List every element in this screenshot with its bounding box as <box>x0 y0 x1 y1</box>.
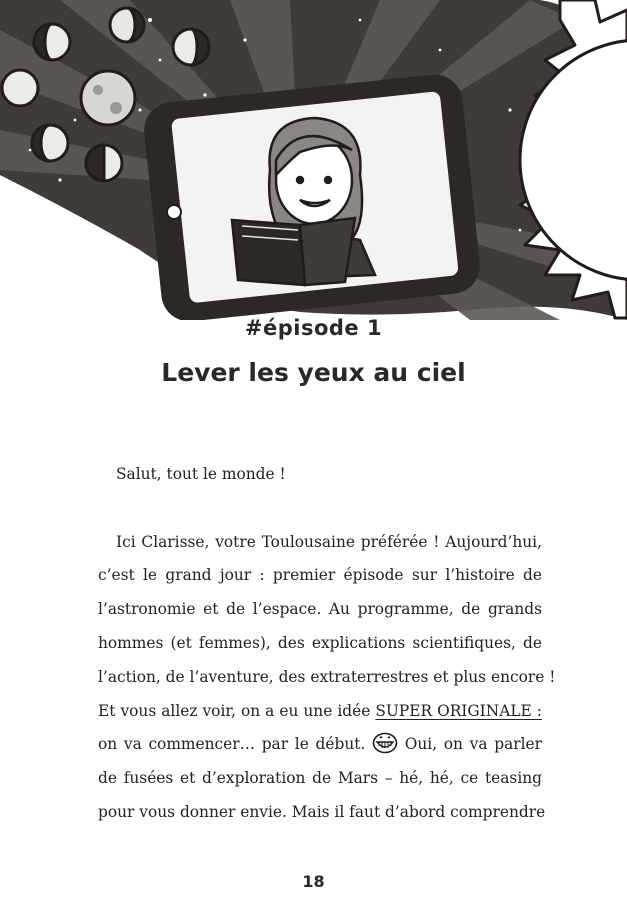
text-segment: Oui, on va parler <box>404 735 542 754</box>
text-line: pour vous donner envie. Mais il faut d’abord comprendre <box>98 802 546 821</box>
text-line: l’action, de l’aventure, des extraterrestres et plus encore ! <box>98 667 556 686</box>
text-line: Ici Clarisse, votre Toulousaine préférée ! Aujourd’hui, <box>116 532 542 551</box>
header-illustration <box>0 0 627 320</box>
text-line: c’est le grand jour : premier épisode sur l’histoire de <box>98 566 542 585</box>
tablet-illustration <box>141 72 482 320</box>
chapter-title: Lever les yeux au ciel <box>161 358 466 387</box>
episode-label: #épisode 1 <box>244 316 383 340</box>
text-line: l’astronomie et de l’espace. Au programme, de grands <box>98 600 542 619</box>
text-line <box>98 695 542 729</box>
super-originale-highlight: SUPER ORIGINALE : <box>375 701 542 720</box>
text-segment: on va commencer… par le début. <box>98 735 366 754</box>
text-line: hommes (et femmes), des explications scientifiques, de <box>98 633 542 652</box>
body-text <box>98 458 556 830</box>
grinning-face-icon <box>372 732 398 754</box>
text-line <box>98 728 542 762</box>
main-paragraph <box>98 526 556 830</box>
page-number: 18 <box>302 872 325 891</box>
text-segment: Et vous allez voir, on a eu une idée <box>98 701 371 720</box>
text-line: de fusées et d’exploration de Mars – hé, hé, ce teasing <box>98 769 542 788</box>
greeting-paragraph: Salut, tout le monde ! <box>116 465 286 483</box>
